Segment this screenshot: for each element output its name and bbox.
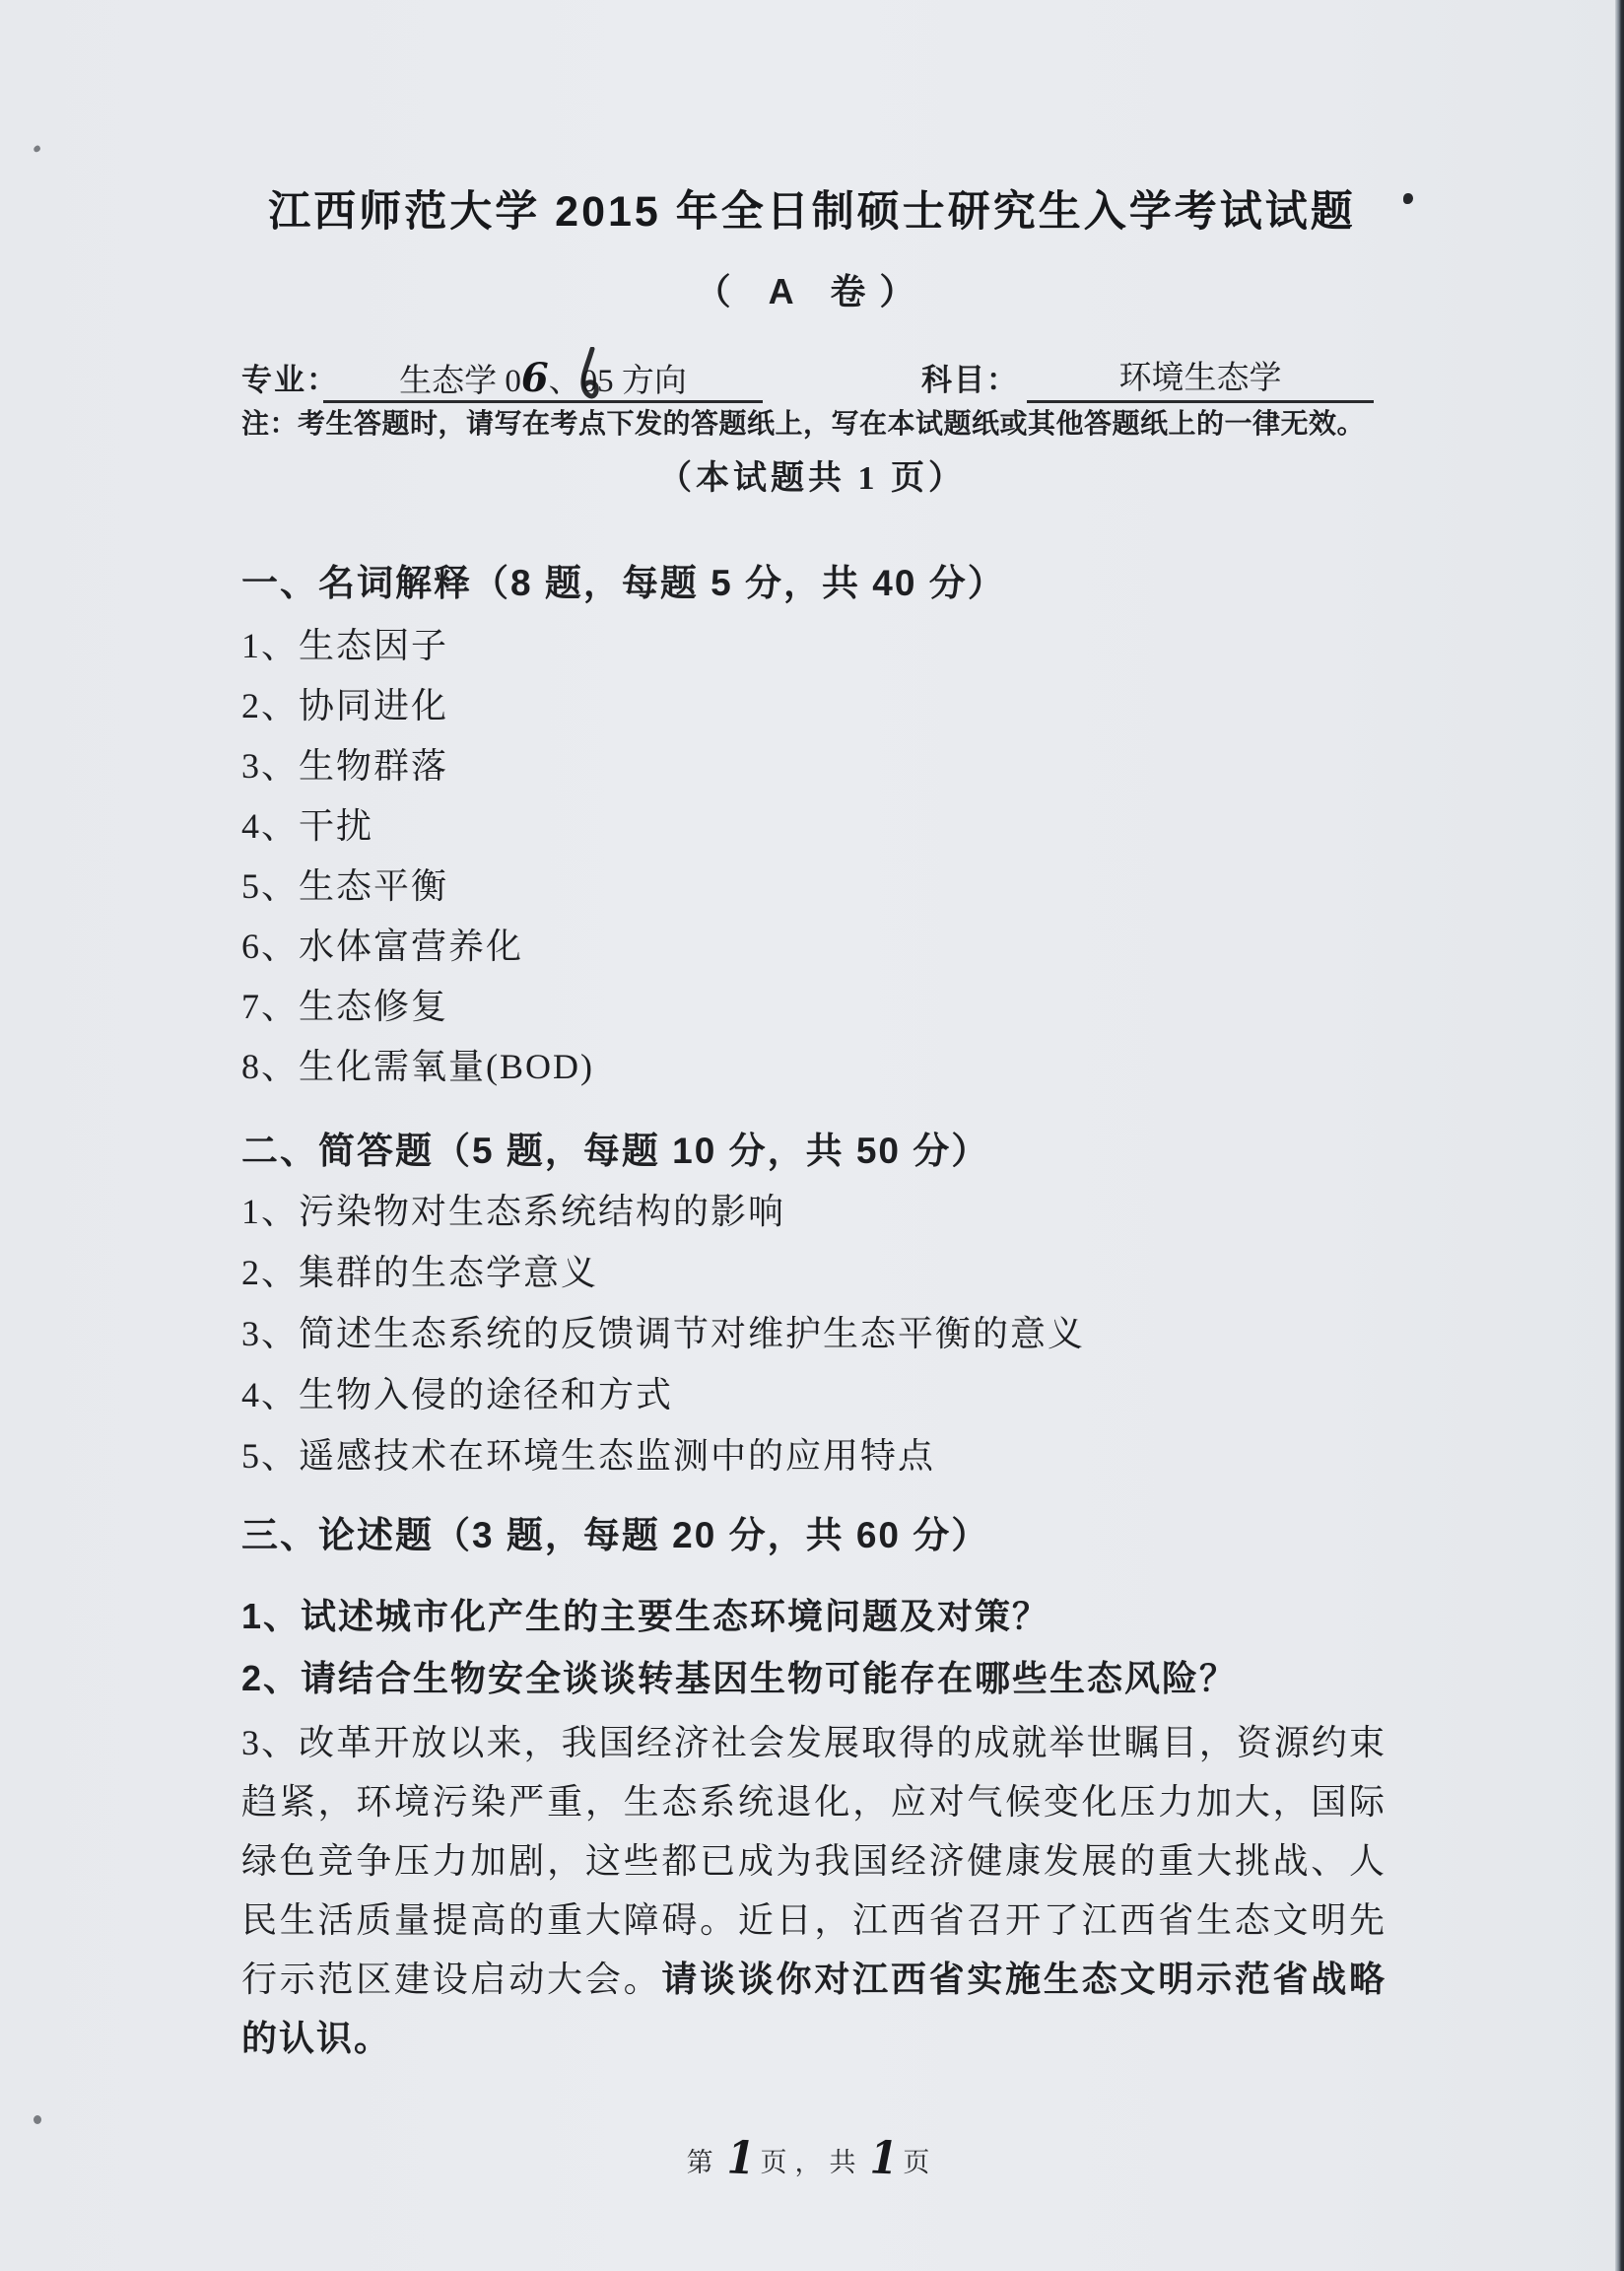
subject-value: 环境生态学: [1027, 357, 1374, 403]
term-item-8: 8、生化需氧量(BOD): [241, 1047, 594, 1086]
essay-text: 3、改革开放以来，我国经济社会发展取得的成就举世瞩目，资源约束趋紧，环境污染严重，生态系统退化，应对气候变化压力加大，国际绿色竞争压力加剧，这些都已成为我国经济健康发展的重大挑战、人民生活质量提高的重大障碍。近日，江西省召开了江西省生态文明先行示范区建设启动大会。: [241, 1723, 1387, 1999]
essay-item-2: 2、请结合生物安全谈谈转基因生物可能存在哪些生态风险？: [241, 1658, 1238, 1698]
term-item-4: 4、干扰: [241, 806, 374, 846]
paper-speck: [34, 2115, 41, 2124]
term-item-5: 5、生态平衡: [241, 866, 449, 906]
paper-speck: [33, 145, 41, 154]
term-item-2: 2、协同进化: [241, 686, 449, 725]
exam-note: 注：考生答题时，请写在考点下发的答题纸上，写在本试题纸或其他答题纸上的一律无效。: [241, 408, 1366, 439]
subject-label: 科目：: [921, 363, 1019, 397]
handwritten-digit: 6: [520, 355, 549, 401]
major-label: 专业：: [241, 363, 339, 397]
essay-item-3: [241, 1713, 1387, 2068]
scan-edge-shadow: [1615, 0, 1624, 2271]
page-footer: [0, 2130, 1624, 2185]
footer-middle: 页，共: [760, 2148, 864, 2177]
short-answer-item-5: 5、遥感技术在环境生态监测中的应用特点: [241, 1436, 936, 1476]
essay-text-bold: 请谈谈你对江西省实施生态文明示范省战略的认识。: [241, 1959, 1387, 2058]
term-item-3: 3、生物群落: [241, 746, 449, 786]
footer-suffix: 页: [903, 2148, 938, 2177]
term-item-7: 7、生态修复: [241, 987, 449, 1026]
essay-item-1: 1、试述城市化产生的主要生态环境问题及对策？: [241, 1596, 1050, 1636]
short-answer-item-4: 4、生物入侵的途径和方式: [241, 1375, 674, 1414]
page-title: 江西师范大学 2015 年全日制硕士研究生入学考试试题: [268, 188, 1356, 236]
footer-prefix: 第: [686, 2148, 721, 2177]
section-1-heading: 一、名词解释（8 题，每题 5 分，共 40 分）: [241, 563, 1006, 603]
handwritten-total-pages: 1: [868, 2130, 899, 2185]
exam-version-subtitle: （ A 卷）: [695, 271, 929, 311]
section-3-heading: 三、论述题（3 题，每题 20 分，共 60 分）: [241, 1515, 990, 1555]
handwritten-page-number: 1: [725, 2130, 756, 2185]
short-answer-item-1: 1、污染物对生态系统结构的影响: [241, 1192, 786, 1231]
major-value-pre: 生态学 0: [399, 364, 521, 399]
short-answer-item-3: 3、简述生态系统的反馈调节对维护生态平衡的意义: [241, 1314, 1086, 1353]
handwritten-mark: [571, 347, 604, 408]
page-count-note: （本试题共 1 页）: [658, 460, 966, 497]
section-2-heading: 二、简答题（5 题，每题 10 分，共 50 分）: [241, 1131, 990, 1171]
short-answer-item-2: 2、集群的生态学意义: [241, 1253, 599, 1292]
term-item-1: 1、生态因子: [241, 626, 449, 665]
term-item-6: 6、水体富营养化: [241, 927, 524, 966]
major-value-post: 、05 方向: [548, 364, 687, 399]
major-value: [323, 357, 763, 403]
